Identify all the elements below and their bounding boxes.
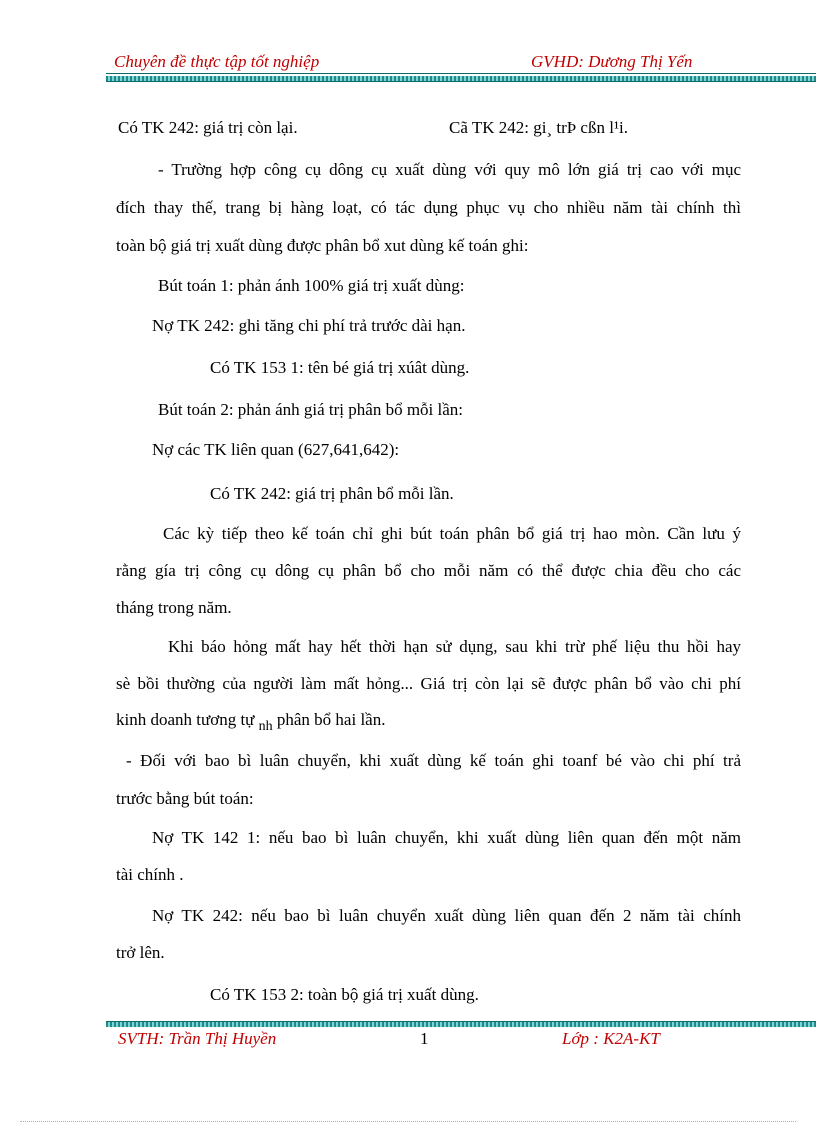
line-6: Nợ TK 242: ghi tăng chi phí trả trước dài hạn. — [152, 316, 466, 335]
line-19: Nợ TK 142 1: nếu bao bì luân chuyển, khi xuất dùng liên quan đến một năm — [152, 828, 741, 847]
line-11: Các kỳ tiếp theo kế toán chỉ ghi bút toán phân bổ giá trị hao mòn. Cần lưu ý — [163, 524, 741, 543]
footer-rule — [106, 1021, 816, 1027]
line-3: đích thay thế, trang bị hàng loạt, có tác dụng phục vụ cho nhiều năm tài chính thì — [116, 198, 741, 217]
line-5: Bút toán 1: phản ánh 100% giá trị xuất dùng: — [158, 276, 465, 295]
line-1a: Có TK 242: giá trị còn lại. — [118, 118, 298, 137]
line-18: trước bằng bút toán: — [116, 789, 254, 808]
line-20: tài chính . — [116, 865, 184, 884]
line-13: tháng trong năm. — [116, 598, 232, 617]
footer-left: SVTH: Trần Thị Huyền — [118, 1029, 277, 1048]
line-16-sub: nh — [258, 719, 273, 734]
line-21: Nợ TK 242: nếu bao bì luân chuyển xuất dùng liên quan đến 2 năm tài chính — [152, 906, 741, 925]
header-rule-thin — [106, 73, 816, 74]
line-16-c: phân bổ hai lần. — [276, 710, 386, 729]
page-number: 1 — [420, 1029, 429, 1048]
line-14: Khi báo hỏng mất hay hết thời hạn sử dụng, sau khi trừ phế liệu thu hồi hay — [168, 637, 741, 656]
line-10: Có TK 242: giá trị phân bổ mỗi lần. — [210, 484, 454, 503]
header-right: GVHD: Dương Thị Yến — [531, 52, 693, 71]
header-left: Chuyên đề thực tập tốt nghiệp — [114, 52, 320, 71]
line-2: - Trường hợp công cụ dông cụ xuất dùng với quy mô lớn giá trị cao với mục — [158, 160, 741, 179]
header-rule — [106, 76, 816, 82]
line-16 — [116, 710, 385, 732]
line-8: Bút toán 2: phản ánh giá trị phân bổ mỗi lần: — [158, 400, 464, 419]
line-9: Nợ các TK liên quan (627,641,642): — [152, 440, 400, 459]
line-1b: Cã TK 242: gi¸ trÞ cßn l¹i. — [449, 118, 629, 137]
line-4: toàn bộ giá trị xuất dùng được phân bổ xut dùng kế toán ghi: — [116, 236, 529, 255]
line-22: trở lên. — [116, 943, 165, 962]
page-break-line — [20, 1121, 796, 1122]
line-12: rằng gía trị công cụ dông cụ phân bổ cho mỗi năm có thể được chia đều cho các — [116, 561, 741, 580]
line-17: - Đối với bao bì luân chuyển, khi xuất dùng kế toán ghi toanf bé vào chi phí trả — [126, 751, 741, 770]
footer-right: Lớp : K2A-KT — [562, 1029, 660, 1048]
line-15: sè bồi thường của người làm mất hỏng... Giá trị còn lại sẽ được phân bổ vào chi phí — [116, 674, 741, 693]
line-23: Có TK 153 2: toàn bộ giá trị xuất dùng. — [210, 985, 479, 1004]
line-16-a: kinh doanh tương tự — [116, 710, 255, 729]
line-7: Có TK 153 1: tên bé giá trị xúât dùng. — [210, 358, 470, 377]
